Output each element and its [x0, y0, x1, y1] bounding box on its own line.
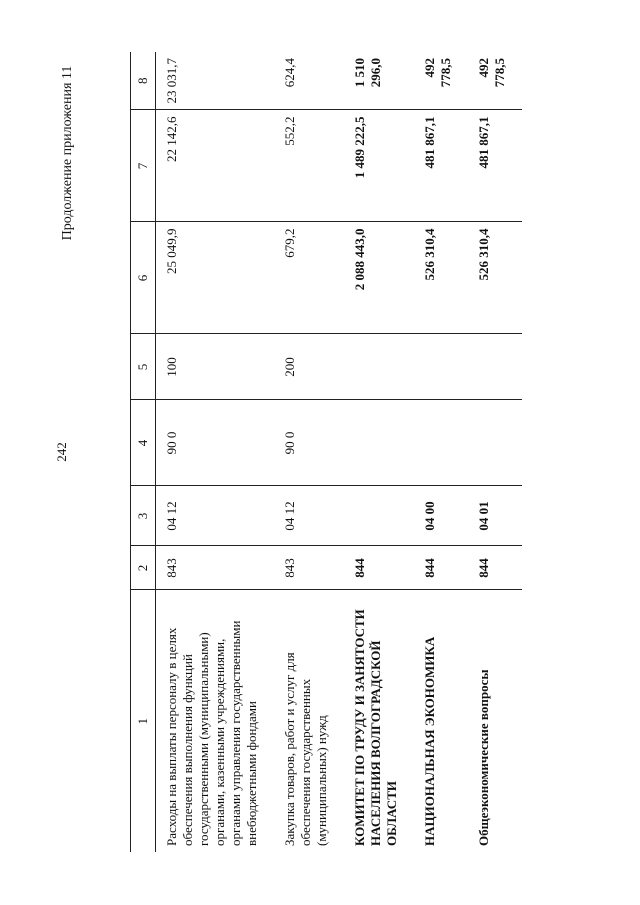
- appendix-table: [130, 52, 522, 852]
- cell-c4: 90 0: [274, 400, 344, 486]
- table-row: [344, 52, 414, 852]
- header-col-4: 4: [131, 400, 156, 486]
- cell-c7: 481 867,1: [414, 110, 468, 222]
- cell-c5: [414, 334, 468, 400]
- header-col-6: 6: [131, 222, 156, 334]
- header-col-3: 3: [131, 486, 156, 546]
- cell-c7: 22 142,6: [156, 110, 275, 222]
- cell-c8: 492 778,5: [422, 58, 453, 88]
- row-name: Общеэкономические вопросы: [468, 590, 522, 852]
- table-row: [156, 52, 275, 852]
- cell-c5: 100: [156, 334, 275, 400]
- cell-c3: [344, 486, 414, 546]
- cell-c8: 624,4: [282, 58, 297, 88]
- table-row: [274, 52, 344, 852]
- row-name: Расходы на выплаты персоналу в целях обеспечения выполнения функций государственными (муниципальными) органами, казенными учреждениями, органами управления государственными внебюджетными фондами: [156, 590, 275, 852]
- cell-c3: 04 12: [156, 486, 275, 546]
- header-col-7: 7: [131, 110, 156, 222]
- continuation-label: Продолжение приложения 11: [60, 65, 75, 241]
- cell-c3: 04 01: [468, 486, 522, 546]
- cell-c6: 679,2: [274, 222, 344, 334]
- cell-c3: 04 12: [274, 486, 344, 546]
- cell-c3: 04 00: [414, 486, 468, 546]
- cell-c6: 526 310,4: [468, 222, 522, 334]
- cell-c4: 90 0: [156, 400, 275, 486]
- cell-c2: 844: [344, 546, 414, 590]
- cell-c2: 844: [414, 546, 468, 590]
- row-name: Закупка товаров, работ и услуг для обеспечения государственных (муниципальных) нужд: [274, 590, 344, 852]
- cell-c6: 25 049,9: [156, 222, 275, 334]
- rotated-table-container: [130, 52, 620, 852]
- header-col-2: 2: [131, 546, 156, 590]
- cell-c8: 492 778,5: [476, 58, 507, 88]
- cell-c2: 844: [468, 546, 522, 590]
- header-col-8: 8: [131, 52, 156, 110]
- cell-c4: [344, 400, 414, 486]
- cell-c4: [414, 400, 468, 486]
- cell-c5: 200: [274, 334, 344, 400]
- page-number: 242: [54, 442, 69, 462]
- table-row: [414, 52, 468, 852]
- cell-c7: 1 489 222,5: [344, 110, 414, 222]
- cell-c6: 526 310,4: [414, 222, 468, 334]
- row-name: НАЦИОНАЛЬНАЯ ЭКОНОМИКА: [414, 590, 468, 852]
- cell-c4: [468, 400, 522, 486]
- header-col-1: 1: [131, 590, 156, 852]
- cell-c5: [468, 334, 522, 400]
- header-col-5: 5: [131, 334, 156, 400]
- table-row: [468, 52, 522, 852]
- row-name: КОМИТЕТ ПО ТРУДУ И ЗАНЯТОСТИ НАСЕЛЕНИЯ ВОЛГОГРАДСКОЙ ОБЛАСТИ: [344, 590, 414, 852]
- cell-c8: 1 510 296,0: [352, 58, 383, 88]
- cell-c7: 552,2: [274, 110, 344, 222]
- cell-c8: 23 031,7: [164, 58, 179, 104]
- cell-c6: 2 088 443,0: [344, 222, 414, 334]
- cell-c2: 843: [156, 546, 275, 590]
- cell-c2: 843: [274, 546, 344, 590]
- cell-c7: 481 867,1: [468, 110, 522, 222]
- cell-c5: [344, 334, 414, 400]
- header-row: [131, 52, 156, 852]
